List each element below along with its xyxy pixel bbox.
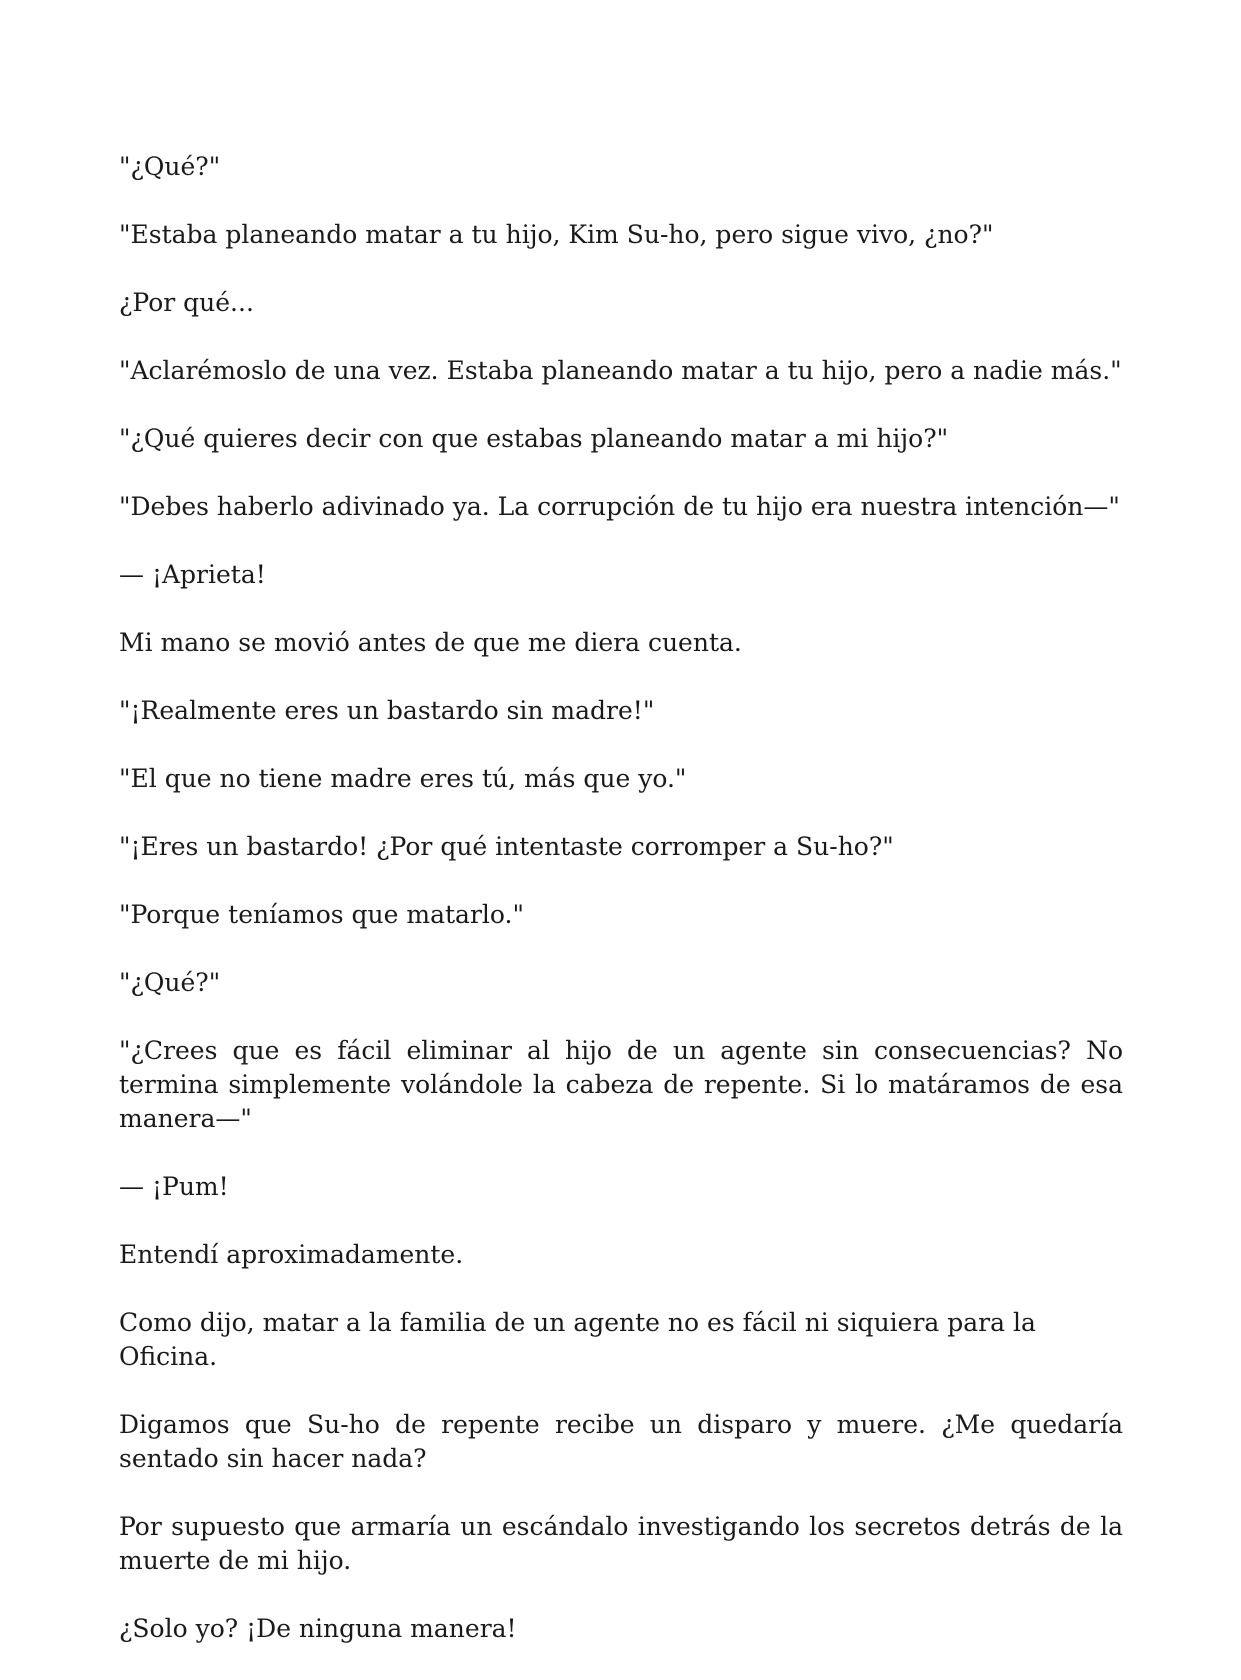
paragraph: "¡Eres un bastardo! ¿Por qué intentaste corromper a Su-ho?" xyxy=(119,832,894,861)
paragraph: Por supuesto que armaría un escándalo investigando los secretos detrás de la muerte de mi hijo. xyxy=(119,1512,1123,1575)
paragraph: "Estaba planeando matar a tu hijo, Kim Su-ho, pero sigue vivo, ¿no?" xyxy=(119,220,994,249)
text-column xyxy=(119,150,1123,1680)
paragraph: Entendí aproximadamente. xyxy=(119,1240,464,1269)
paragraph: "¿Qué quieres decir con que estabas planeando matar a mi hijo?" xyxy=(119,424,949,453)
paragraph: "¿Crees que es fácil eliminar al hijo de un agente sin consecuencias? No termina simplemente volándole la cabeza de repente. Si lo matáramos de esa manera—" xyxy=(119,1036,1123,1133)
paragraph: ¿Por qué... xyxy=(119,288,254,317)
paragraph: "El que no tiene madre eres tú, más que yo." xyxy=(119,764,687,793)
paragraph: "Aclarémoslo de una vez. Estaba planeando matar a tu hijo, pero a nadie más." xyxy=(119,356,1122,385)
paragraph: Digamos que Su-ho de repente recibe un disparo y muere. ¿Me quedaría sentado sin hacer nada? xyxy=(119,1410,1123,1473)
paragraph: ¿Solo yo? ¡De ninguna manera! xyxy=(119,1614,517,1643)
paragraph: "¡Realmente eres un bastardo sin madre!" xyxy=(119,696,655,725)
paragraph: Mi mano se movió antes de que me diera cuenta. xyxy=(119,628,742,657)
paragraph: Como dijo, matar a la familia de un agente no es fácil ni siquiera para la Oficina. xyxy=(119,1308,1036,1371)
paragraph: "¿Qué?" xyxy=(119,968,221,997)
paragraph: — ¡Pum! xyxy=(119,1172,229,1201)
paragraph: "Porque teníamos que matarlo." xyxy=(119,900,524,929)
paragraph: — ¡Aprieta! xyxy=(119,560,266,589)
paragraph: "Debes haberlo adivinado ya. La corrupción de tu hijo era nuestra intención—" xyxy=(119,492,1120,521)
paragraph: "¿Qué?" xyxy=(119,152,221,181)
